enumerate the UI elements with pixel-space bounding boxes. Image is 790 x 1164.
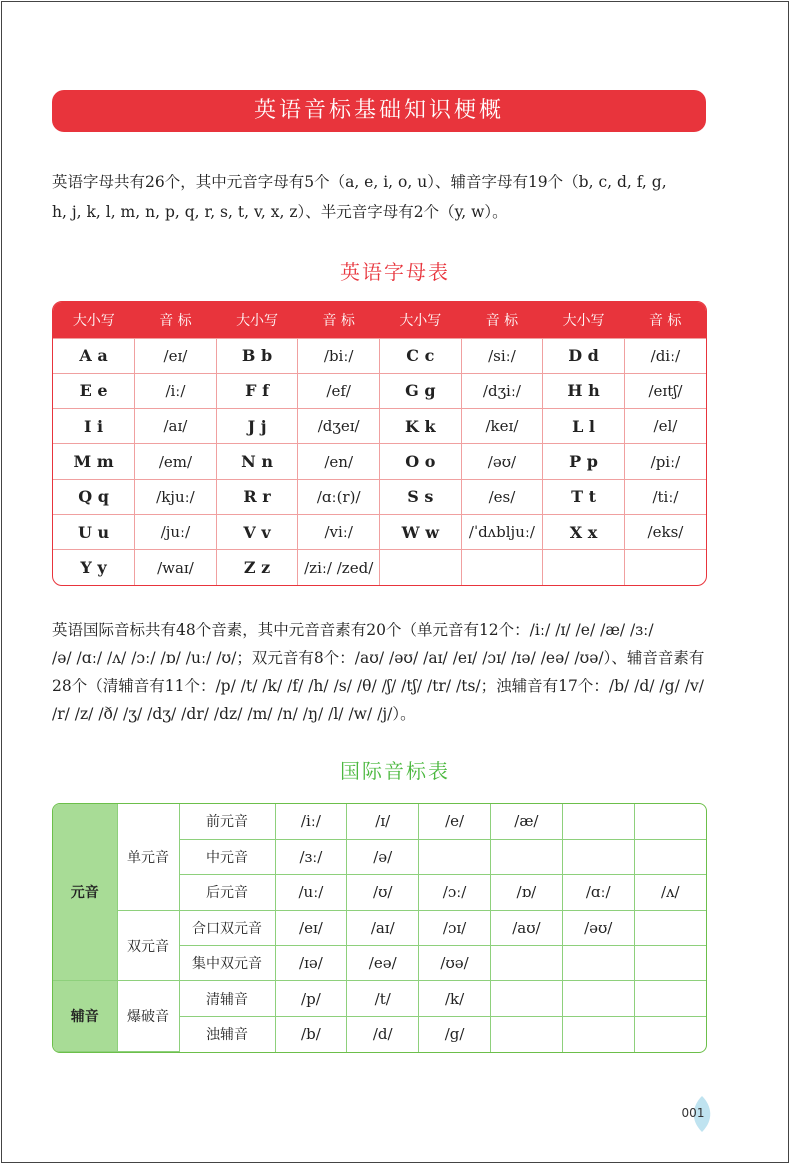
sound-type-label: 前元音 [179, 804, 275, 839]
phonetic-cell: /dʒiː/ [461, 373, 543, 408]
alphabet-title: 英语字母表 [340, 260, 450, 284]
phonetic-cell: /piː/ [624, 444, 706, 479]
table-row [53, 409, 706, 444]
phonetic-cell: /ɒ/ [490, 875, 562, 910]
header-case: 大小写 [380, 302, 462, 338]
phonetic-cell: /juː/ [135, 514, 217, 549]
phonetic-cell [634, 839, 706, 874]
phonetic-cell: /diː/ [624, 338, 706, 373]
table-row [53, 373, 706, 408]
phonetic-cell: /ɑː/ [562, 875, 634, 910]
phonetic-cell: /ɔː/ [419, 875, 491, 910]
plosive-label: 爆破音 [117, 981, 179, 1052]
page-number: 001 [681, 1106, 705, 1120]
phonetic-cell: /ʌ/ [634, 875, 706, 910]
ipa-intro-line-3: 28个（清辅音有11个：/p/ /t/ /k/ /f/ /h/ /s/ /θ/ /ʃ/ /tʃ/ /tr/ /ts/；浊辅音有17个：/b/ /d/ /g/ /v/ [52, 677, 704, 695]
phonetic-cell [490, 981, 562, 1016]
page-title: 英语音标基础知识梗概 [52, 90, 706, 132]
phonetic-cell: /ɔɪ/ [419, 910, 491, 945]
phonetic-cell: /ʊə/ [419, 946, 491, 981]
header-phonetic: 音 标 [135, 302, 217, 338]
sound-type-label: 浊辅音 [179, 1016, 275, 1051]
phonetic-cell: /ʊ/ [347, 875, 419, 910]
letter-cell: K k [380, 409, 462, 444]
letter-cell: H h [543, 373, 625, 408]
phonetic-cell: /e/ [419, 804, 491, 839]
letter-cell: Y y [53, 550, 135, 585]
phonetic-cell: /em/ [135, 444, 217, 479]
header-case: 大小写 [543, 302, 625, 338]
vowel-label: 元音 [53, 804, 117, 981]
table-row [53, 479, 706, 514]
letter-cell [380, 550, 462, 585]
phonetic-cell [634, 981, 706, 1016]
phonetic-cell: /ef/ [298, 373, 380, 408]
sound-type-label: 集中双元音 [179, 946, 275, 981]
phonetic-cell: /eɪtʃ/ [624, 373, 706, 408]
phonetic-cell: /aʊ/ [490, 910, 562, 945]
phonetic-cell: /kjuː/ [135, 479, 217, 514]
letter-cell: D d [543, 338, 625, 373]
phonetic-cell [634, 946, 706, 981]
ipa-table [52, 803, 707, 1053]
alphabet-table [52, 301, 707, 586]
phonetic-cell: /b/ [275, 1016, 347, 1051]
sound-type-label: 清辅音 [179, 981, 275, 1016]
letter-cell: L l [543, 409, 625, 444]
phonetic-cell [624, 550, 706, 585]
letter-cell: M m [53, 444, 135, 479]
phonetic-cell: /eɪ/ [275, 910, 347, 945]
letter-cell: V v [216, 514, 298, 549]
ipa-intro-line-4: /r/ /z/ /ð/ /ʒ/ /dʒ/ /dr/ /dz/ /m/ /n/ /ŋ/ /l/ /w/ /j/）。 [52, 705, 416, 723]
header-phonetic: 音 标 [461, 302, 543, 338]
header-case: 大小写 [216, 302, 298, 338]
phonetic-cell: /aɪ/ [347, 910, 419, 945]
phonetic-cell: /viː/ [298, 514, 380, 549]
letter-cell: T t [543, 479, 625, 514]
ipa-intro-line-1: 英语国际音标共有48个音素，其中元音音素有20个（单元音有12个：/iː/ /ɪ/ /e/ /æ/ /ɜː/ [52, 621, 654, 639]
phonetic-cell: /t/ [347, 981, 419, 1016]
phonetic-cell [562, 981, 634, 1016]
phonetic-cell: /ɑː(r)/ [298, 479, 380, 514]
phonetic-cell: /ɪ/ [347, 804, 419, 839]
letter-cell [543, 550, 625, 585]
letter-cell: C c [380, 338, 462, 373]
letter-cell: F f [216, 373, 298, 408]
header-phonetic: 音 标 [298, 302, 380, 338]
phonetic-cell: /uː/ [275, 875, 347, 910]
phonetic-cell: /əʊ/ [461, 444, 543, 479]
consonant-label: 辅音 [53, 981, 117, 1052]
phonetic-cell: /g/ [419, 1016, 491, 1051]
letter-cell: X x [543, 514, 625, 549]
phonetic-cell: /k/ [419, 981, 491, 1016]
phonetic-cell: /p/ [275, 981, 347, 1016]
phonetic-cell: /ˈdʌbljuː/ [461, 514, 543, 549]
diphthong-label: 双元音 [117, 910, 179, 981]
intro-line-2: h, j, k, l, m, n, p, q, r, s, t, v, x, z）、半元音字母有2个（y, w）。 [52, 203, 508, 221]
phonetic-cell [490, 946, 562, 981]
phonetic-cell: /waɪ/ [135, 550, 217, 585]
table-row [53, 514, 706, 549]
table-row [53, 910, 706, 945]
letter-cell: Q q [53, 479, 135, 514]
phonetic-cell: /æ/ [490, 804, 562, 839]
table-row [53, 804, 706, 839]
phonetic-cell: /siː/ [461, 338, 543, 373]
phonetic-cell [490, 1016, 562, 1051]
header-phonetic: 音 标 [624, 302, 706, 338]
phonetic-cell: /el/ [624, 409, 706, 444]
table-row [53, 981, 706, 1016]
phonetic-cell [490, 839, 562, 874]
letter-cell: S s [380, 479, 462, 514]
letter-cell: U u [53, 514, 135, 549]
sound-type-label: 后元音 [179, 875, 275, 910]
phonetic-cell: /iː/ [135, 373, 217, 408]
letter-cell: B b [216, 338, 298, 373]
phonetic-cell [562, 946, 634, 981]
phonetic-cell: /tiː/ [624, 479, 706, 514]
phonetic-cell [562, 804, 634, 839]
sound-type-label: 合口双元音 [179, 910, 275, 945]
letter-cell: N n [216, 444, 298, 479]
phonetic-cell: /keɪ/ [461, 409, 543, 444]
phonetic-cell [419, 839, 491, 874]
letter-cell: O o [380, 444, 462, 479]
phonetic-cell [634, 804, 706, 839]
phonetic-cell: /es/ [461, 479, 543, 514]
phonetic-cell: /biː/ [298, 338, 380, 373]
phonetic-cell [562, 1016, 634, 1051]
phonetic-cell: /iː/ [275, 804, 347, 839]
table-row [53, 338, 706, 373]
phonetic-cell [634, 910, 706, 945]
phonetic-cell: /ə/ [347, 839, 419, 874]
letter-cell: J j [216, 409, 298, 444]
letter-cell: W w [380, 514, 462, 549]
letter-cell: G g [380, 373, 462, 408]
table-row [53, 444, 706, 479]
intro-line-1: 英语字母共有26个，其中元音字母有5个（a, e, i, o, u）、辅音字母有19个（b, c, d, f, g, [52, 173, 667, 191]
header-case: 大小写 [53, 302, 135, 338]
letter-cell: Z z [216, 550, 298, 585]
phonetic-cell: /en/ [298, 444, 380, 479]
phonetic-cell: /eɪ/ [135, 338, 217, 373]
phonetic-cell [562, 839, 634, 874]
phonetic-cell: /ɜː/ [275, 839, 347, 874]
monophthong-label: 单元音 [117, 804, 179, 910]
ipa-title: 国际音标表 [340, 759, 450, 783]
phonetic-cell: /d/ [347, 1016, 419, 1051]
letter-cell: R r [216, 479, 298, 514]
phonetic-cell: /eks/ [624, 514, 706, 549]
letter-cell: A a [53, 338, 135, 373]
sound-type-label: 中元音 [179, 839, 275, 874]
phonetic-cell: /ɪə/ [275, 946, 347, 981]
table-row [53, 550, 706, 585]
phonetic-cell [461, 550, 543, 585]
letter-cell: P p [543, 444, 625, 479]
phonetic-cell: /dʒeɪ/ [298, 409, 380, 444]
phonetic-cell: /aɪ/ [135, 409, 217, 444]
phonetic-cell [634, 1016, 706, 1051]
letter-cell: I i [53, 409, 135, 444]
letter-cell: E e [53, 373, 135, 408]
phonetic-cell: /eə/ [347, 946, 419, 981]
phonetic-cell: /əʊ/ [562, 910, 634, 945]
phonetic-cell: /ziː/ /zed/ [298, 550, 380, 585]
ipa-intro-line-2: /ə/ /ɑː/ /ʌ/ /ɔː/ /ɒ/ /uː/ /ʊ/；双元音有8个：/aʊ/ /əʊ/ /aɪ/ /eɪ/ /ɔɪ/ /ɪə/ /eə/ /ʊə/）、辅音音素有 [52, 649, 705, 667]
